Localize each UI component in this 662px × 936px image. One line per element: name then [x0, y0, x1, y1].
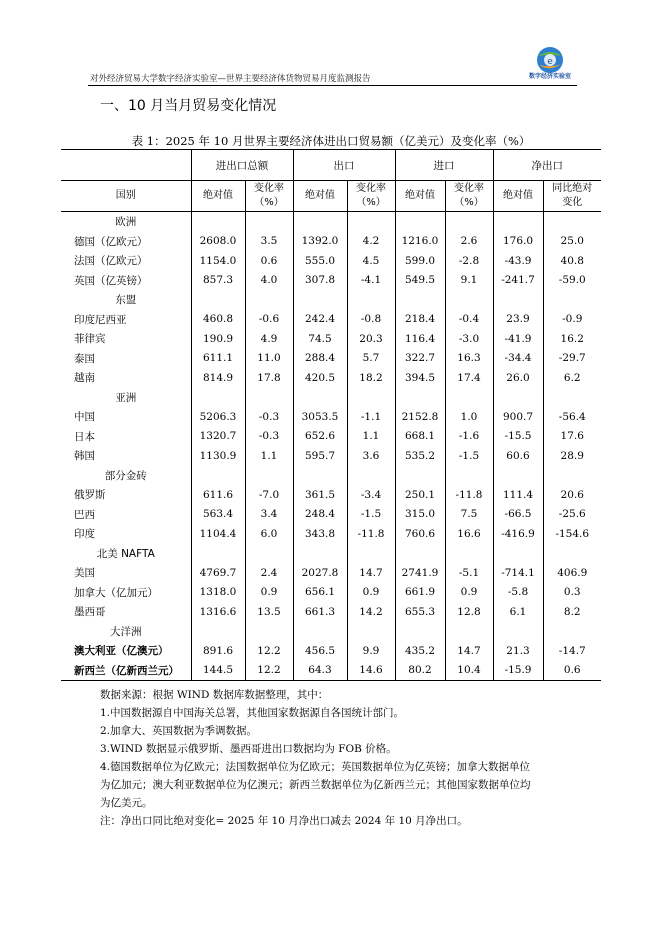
value-cell: -1.1 — [347, 407, 395, 427]
value-cell: 250.1 — [395, 485, 445, 505]
value-cell: 456.5 — [293, 641, 347, 661]
group-header-row — [61, 150, 601, 181]
country-name: 中国 — [74, 411, 95, 424]
value-cell: -0.6 — [245, 310, 293, 330]
value-cell: 655.3 — [395, 602, 445, 622]
group-header-export: 出口 — [293, 150, 395, 181]
value-cell: 11.0 — [245, 349, 293, 369]
value-cell: -7.0 — [245, 485, 293, 505]
region-label: 部分金砖 — [104, 469, 147, 482]
value-cell: 3.5 — [245, 232, 293, 252]
value-cell: 21.3 — [493, 641, 543, 661]
table-row — [61, 251, 601, 271]
value-cell: -1.5 — [445, 446, 493, 466]
value-cell: 322.7 — [395, 349, 445, 369]
value-cell: 611.1 — [191, 349, 245, 369]
sub-header-row — [61, 181, 601, 212]
table-row — [61, 661, 601, 681]
value-cell: -1.6 — [445, 427, 493, 447]
value-cell: -4.1 — [347, 271, 395, 291]
value-cell: 8.2 — [543, 602, 601, 622]
value-cell: 4.5 — [347, 251, 395, 271]
value-cell: -0.3 — [245, 407, 293, 427]
table-row — [61, 602, 601, 622]
value-cell: -34.4 — [493, 349, 543, 369]
value-cell: 555.0 — [293, 251, 347, 271]
value-cell: 1104.4 — [191, 524, 245, 544]
rate-header: 变化率 （%） — [245, 181, 293, 212]
value-cell: 1130.9 — [191, 446, 245, 466]
value-cell: 60.6 — [493, 446, 543, 466]
table-title: 表 1：2025 年 10 月世界主要经济体进出口贸易额（亿美元）及变化率（%） — [131, 134, 531, 148]
country-name: 俄罗斯 — [74, 489, 106, 502]
group-header-net-export: 净出口 — [493, 150, 601, 181]
country-name: 英国（亿英镑） — [74, 274, 148, 287]
value-cell: 1.1 — [347, 427, 395, 447]
value-cell: 18.2 — [347, 368, 395, 388]
country-name: 澳大利亚（亿澳元） — [74, 645, 169, 658]
svg-text:e: e — [547, 57, 553, 67]
value-cell: 14.6 — [347, 661, 395, 681]
value-cell: 17.4 — [445, 368, 493, 388]
country-name: 法国（亿欧元） — [74, 255, 148, 268]
value-cell: 668.1 — [395, 427, 445, 447]
value-cell: -3.0 — [445, 329, 493, 349]
note-line: 4.德国数据单位为亿欧元；法国数据单位为亿欧元；英国数据单位为亿英镑；加拿大数据单位为亿加元；澳大利亚数据单位为亿澳元；新西兰数据单位为亿新西兰元；其他国家数据单位均为亿美元。 — [100, 761, 531, 809]
value-cell: 218.4 — [395, 310, 445, 330]
value-cell: -714.1 — [493, 563, 543, 583]
yoy-header: 同比绝对 变化 — [543, 181, 601, 212]
note-line: 数据来源：根据 WIND 数据库数据整理，其中： — [100, 689, 329, 701]
value-cell: 307.8 — [293, 271, 347, 291]
value-cell: 2741.9 — [395, 563, 445, 583]
abs-header: 绝对值 — [293, 181, 347, 212]
report-header: 对外经济贸易大学数字经济实验室—世界主要经济体货物贸易月度监测报告 — [90, 74, 371, 84]
country-name: 巴西 — [74, 508, 95, 521]
value-cell: 661.9 — [395, 583, 445, 603]
country-name: 加拿大（亿加元） — [74, 586, 158, 599]
value-cell: 6.2 — [543, 368, 601, 388]
region-row — [61, 622, 601, 642]
value-cell: 4769.7 — [191, 563, 245, 583]
value-cell: 611.6 — [191, 485, 245, 505]
value-cell: 814.9 — [191, 368, 245, 388]
region-label: 北美 NAFTA — [96, 547, 155, 560]
value-cell: 0.6 — [543, 661, 601, 681]
value-cell: 656.1 — [293, 583, 347, 603]
value-cell: 535.2 — [395, 446, 445, 466]
value-cell: 9.9 — [347, 641, 395, 661]
value-cell: 16.6 — [445, 524, 493, 544]
value-cell: -154.6 — [543, 524, 601, 544]
value-cell: -0.3 — [245, 427, 293, 447]
value-cell: 3.6 — [347, 446, 395, 466]
value-cell: 13.5 — [245, 602, 293, 622]
table-row — [61, 427, 601, 447]
notes — [100, 686, 532, 830]
value-cell: 16.2 — [543, 329, 601, 349]
country-name: 日本 — [74, 430, 95, 443]
abs-header: 绝对值 — [191, 181, 245, 212]
value-cell: -41.9 — [493, 329, 543, 349]
value-cell: -15.9 — [493, 661, 543, 681]
table-row — [61, 446, 601, 466]
abs-header: 绝对值 — [395, 181, 445, 212]
value-cell: -11.8 — [347, 524, 395, 544]
table-row — [61, 563, 601, 583]
value-cell: 242.4 — [293, 310, 347, 330]
table-row — [61, 524, 601, 544]
value-cell: 9.1 — [445, 271, 493, 291]
value-cell: 6.1 — [493, 602, 543, 622]
value-cell: 361.5 — [293, 485, 347, 505]
value-cell: 343.8 — [293, 524, 347, 544]
group-header-import: 进口 — [395, 150, 493, 181]
value-cell: 1.0 — [445, 407, 493, 427]
country-name: 墨西哥 — [74, 606, 106, 619]
value-cell: -29.7 — [543, 349, 601, 369]
value-cell: -0.8 — [347, 310, 395, 330]
value-cell: 17.8 — [245, 368, 293, 388]
value-cell: 435.2 — [395, 641, 445, 661]
value-cell: 652.6 — [293, 427, 347, 447]
value-cell: -241.7 — [493, 271, 543, 291]
note-line: 1.中国数据源自中国海关总署，其他国家数据源自各国统计部门。 — [100, 707, 405, 719]
group-header-total: 进出口总额 — [191, 150, 293, 181]
note-line: 注：净出口同比绝对变化= 2025 年 10 月净出口减去 2024 年 10 月净出口。 — [100, 815, 468, 827]
rate-header: 变化率 （%） — [445, 181, 493, 212]
value-cell: 1154.0 — [191, 251, 245, 271]
value-cell: 10.4 — [445, 661, 493, 681]
value-cell: 28.9 — [543, 446, 601, 466]
value-cell: 595.7 — [293, 446, 347, 466]
country-name: 泰国 — [74, 352, 95, 365]
value-cell: -2.8 — [445, 251, 493, 271]
value-cell: 5.7 — [347, 349, 395, 369]
value-cell: -56.4 — [543, 407, 601, 427]
value-cell: 12.2 — [245, 661, 293, 681]
value-cell: 6.0 — [245, 524, 293, 544]
value-cell: 760.6 — [395, 524, 445, 544]
value-cell: 3.4 — [245, 505, 293, 525]
value-cell: 549.5 — [395, 271, 445, 291]
table-row — [61, 368, 601, 388]
value-cell: 1216.0 — [395, 232, 445, 252]
value-cell: 0.6 — [245, 251, 293, 271]
region-label: 欧洲 — [115, 216, 137, 229]
value-cell: 2.4 — [245, 563, 293, 583]
value-cell: 1316.6 — [191, 602, 245, 622]
table-body — [61, 212, 601, 681]
country-name: 新西兰（亿新西兰元） — [61, 661, 191, 681]
value-cell: 1320.7 — [191, 427, 245, 447]
value-cell: -15.5 — [493, 427, 543, 447]
section-title: 一、10 月当月贸易变化情况 — [100, 98, 277, 114]
value-cell: 891.6 — [191, 641, 245, 661]
value-cell: 12.2 — [245, 641, 293, 661]
region-label: 大洋洲 — [110, 625, 142, 638]
value-cell: 111.4 — [493, 485, 543, 505]
value-cell: 3053.5 — [293, 407, 347, 427]
value-cell: 599.0 — [395, 251, 445, 271]
value-cell: 0.9 — [245, 583, 293, 603]
value-cell: 14.7 — [445, 641, 493, 661]
value-cell: 661.3 — [293, 602, 347, 622]
value-cell: 16.3 — [445, 349, 493, 369]
table-row — [61, 349, 601, 369]
value-cell: 248.4 — [293, 505, 347, 525]
value-cell: 23.9 — [493, 310, 543, 330]
region-row — [61, 466, 601, 486]
value-cell: -3.4 — [347, 485, 395, 505]
region-row — [61, 290, 601, 310]
value-cell: 20.6 — [543, 485, 601, 505]
country-name: 印度尼西亚 — [74, 313, 127, 326]
value-cell: 1.1 — [245, 446, 293, 466]
value-cell: -0.4 — [445, 310, 493, 330]
value-cell: 14.2 — [347, 602, 395, 622]
value-cell: 2027.8 — [293, 563, 347, 583]
value-cell: 5206.3 — [191, 407, 245, 427]
country-name: 菲律宾 — [74, 333, 106, 346]
note-line: 2.加拿大、英国数据为季调数据。 — [100, 725, 258, 737]
trade-table — [61, 149, 601, 681]
value-cell: 0.3 — [543, 583, 601, 603]
region-row — [61, 388, 601, 408]
table-row — [61, 329, 601, 349]
value-cell: -66.5 — [493, 505, 543, 525]
header-divider — [88, 85, 577, 86]
value-cell: 176.0 — [493, 232, 543, 252]
value-cell: 4.2 — [347, 232, 395, 252]
value-cell: -1.5 — [347, 505, 395, 525]
table-row — [61, 583, 601, 603]
value-cell: 190.9 — [191, 329, 245, 349]
value-cell: -0.9 — [543, 310, 601, 330]
rate-header: 变化率 （%） — [347, 181, 395, 212]
value-cell: -25.6 — [543, 505, 601, 525]
region-label: 东盟 — [115, 294, 137, 307]
region-row — [61, 212, 601, 232]
value-cell: -14.7 — [543, 641, 601, 661]
value-cell: 460.8 — [191, 310, 245, 330]
value-cell: 64.3 — [293, 661, 347, 681]
table-row — [61, 485, 601, 505]
value-cell: 25.0 — [543, 232, 601, 252]
value-cell: 315.0 — [395, 505, 445, 525]
value-cell: -5.1 — [445, 563, 493, 583]
region-row — [61, 544, 601, 564]
table-row — [61, 310, 601, 330]
value-cell: -416.9 — [493, 524, 543, 544]
value-cell: 0.9 — [445, 583, 493, 603]
value-cell: 2.6 — [445, 232, 493, 252]
value-cell: 74.5 — [293, 329, 347, 349]
value-cell: 20.3 — [347, 329, 395, 349]
table-row — [61, 641, 601, 661]
value-cell: 0.9 — [347, 583, 395, 603]
value-cell: 17.6 — [543, 427, 601, 447]
country-name: 美国 — [74, 567, 95, 580]
value-cell: 2608.0 — [191, 232, 245, 252]
value-cell: 1392.0 — [293, 232, 347, 252]
abs-header: 绝对值 — [493, 181, 543, 212]
value-cell: 7.5 — [445, 505, 493, 525]
value-cell: 12.8 — [445, 602, 493, 622]
value-cell: -5.8 — [493, 583, 543, 603]
value-cell: 80.2 — [395, 661, 445, 681]
value-cell: 4.9 — [245, 329, 293, 349]
note-line: 3.WIND 数据显示俄罗斯、墨西哥进出口数据均为 FOB 价格。 — [100, 743, 397, 755]
value-cell: 116.4 — [395, 329, 445, 349]
country-name: 德国（亿欧元） — [74, 235, 148, 248]
value-cell: 4.0 — [245, 271, 293, 291]
value-cell: 1318.0 — [191, 583, 245, 603]
country-name: 印度 — [74, 528, 95, 541]
table-row — [61, 505, 601, 525]
value-cell: 857.3 — [191, 271, 245, 291]
value-cell: 2152.8 — [395, 407, 445, 427]
table-row — [61, 232, 601, 252]
value-cell: -43.9 — [493, 251, 543, 271]
country-header: 国别 — [61, 181, 191, 212]
table-row — [61, 271, 601, 291]
value-cell: 26.0 — [493, 368, 543, 388]
value-cell: 406.9 — [543, 563, 601, 583]
value-cell: -59.0 — [543, 271, 601, 291]
value-cell: 288.4 — [293, 349, 347, 369]
value-cell: -11.8 — [445, 485, 493, 505]
value-cell: 144.5 — [191, 661, 245, 681]
value-cell: 900.7 — [493, 407, 543, 427]
region-label: 亚洲 — [115, 391, 137, 404]
value-cell: 40.8 — [543, 251, 601, 271]
table-row — [61, 407, 601, 427]
value-cell: 563.4 — [191, 505, 245, 525]
logo-text: 数字经济实验室 — [528, 73, 571, 80]
value-cell: 14.7 — [347, 563, 395, 583]
country-name: 越南 — [74, 372, 95, 385]
value-cell: 394.5 — [395, 368, 445, 388]
country-name: 韩国 — [74, 450, 95, 463]
value-cell: 420.5 — [293, 368, 347, 388]
